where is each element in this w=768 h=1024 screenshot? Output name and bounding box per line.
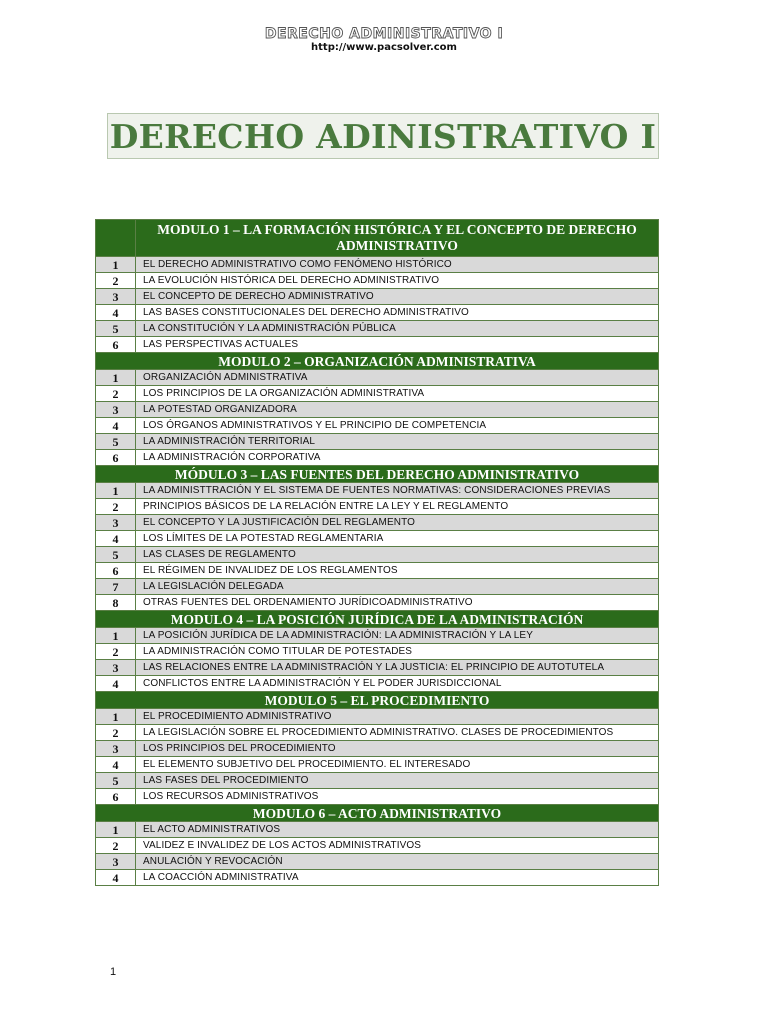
topic-row xyxy=(96,450,659,466)
topic-number: 6 xyxy=(96,789,136,805)
topic-number: 2 xyxy=(96,386,136,402)
topic-title: LA CONSTITUCIÓN Y LA ADMINISTRACIÓN PÚBLICA xyxy=(136,321,659,337)
topic-title: CONFLICTOS ENTRE LA ADMINISTRACIÓN Y EL PODER JURISDICCIONAL xyxy=(136,676,659,692)
contents-table xyxy=(95,219,659,886)
topic-title: LOS PRINCIPIOS DE LA ORGANIZACIÓN ADMINISTRATIVA xyxy=(136,386,659,402)
topic-row xyxy=(96,531,659,547)
topic-row xyxy=(96,741,659,757)
topic-number: 4 xyxy=(96,676,136,692)
topic-number: 1 xyxy=(96,822,136,838)
header-url[interactable]: http://www.pacsolver.com xyxy=(311,42,457,53)
topic-title: EL DERECHO ADMINISTRATIVO COMO FENÓMENO HISTÓRICO xyxy=(136,257,659,273)
module-title: MÓDULO 3 – LAS FUENTES DEL DERECHO ADMINISTRATIVO xyxy=(96,466,659,483)
topic-number: 2 xyxy=(96,838,136,854)
topic-row xyxy=(96,789,659,805)
topic-number: 3 xyxy=(96,515,136,531)
topic-number: 5 xyxy=(96,773,136,789)
topic-row xyxy=(96,402,659,418)
topic-row xyxy=(96,644,659,660)
header-title: DERECHO ADMINISTRATIVO I xyxy=(264,26,504,42)
topic-number: 3 xyxy=(96,289,136,305)
topic-row xyxy=(96,822,659,838)
topic-row xyxy=(96,628,659,644)
topic-row xyxy=(96,257,659,273)
topic-title: LAS RELACIONES ENTRE LA ADMINISTRACIÓN Y LA JUSTICIA: EL PRINCIPIO DE AUTOTUTELA xyxy=(136,660,659,676)
topic-number: 5 xyxy=(96,547,136,563)
topic-row xyxy=(96,321,659,337)
topic-row xyxy=(96,838,659,854)
topic-number: 5 xyxy=(96,434,136,450)
topic-title: EL CONCEPTO Y LA JUSTIFICACIÓN DEL REGLAMENTO xyxy=(136,515,659,531)
topic-number: 3 xyxy=(96,660,136,676)
topic-row xyxy=(96,709,659,725)
topic-row xyxy=(96,386,659,402)
topic-title: LOS LÍMITES DE LA POTESTAD REGLAMENTARIA xyxy=(136,531,659,547)
module-header-row xyxy=(96,353,659,370)
topic-number: 1 xyxy=(96,483,136,499)
module-header-row xyxy=(96,805,659,822)
topic-title: LA ADMINISTRACIÓN COMO TITULAR DE POTESTADES xyxy=(136,644,659,660)
topic-number: 1 xyxy=(96,257,136,273)
topic-title: VALIDEZ E INVALIDEZ DE LOS ACTOS ADMINISTRATIVOS xyxy=(136,838,659,854)
topic-title: LA ADMINISTRACIÓN CORPORATIVA xyxy=(136,450,659,466)
topic-row xyxy=(96,854,659,870)
topic-number: 6 xyxy=(96,563,136,579)
topic-title: LA EVOLUCIÓN HISTÓRICA DEL DERECHO ADMINISTRATIVO xyxy=(136,273,659,289)
document-title-box xyxy=(107,113,659,159)
topic-number: 4 xyxy=(96,531,136,547)
topic-number: 6 xyxy=(96,337,136,353)
module-header-row xyxy=(96,466,659,483)
topic-number: 3 xyxy=(96,402,136,418)
topic-row xyxy=(96,725,659,741)
topic-number: 2 xyxy=(96,644,136,660)
topic-title: ORGANIZACIÓN ADMINISTRATIVA xyxy=(136,370,659,386)
module-title: MODULO 5 – EL PROCEDIMIENTO xyxy=(96,692,659,709)
module-header-blank-cell xyxy=(96,220,136,257)
module-title: MODULO 6 – ACTO ADMINISTRATIVO xyxy=(96,805,659,822)
topic-row xyxy=(96,757,659,773)
topic-number: 2 xyxy=(96,273,136,289)
topic-row xyxy=(96,418,659,434)
topic-number: 3 xyxy=(96,854,136,870)
topic-number: 8 xyxy=(96,595,136,611)
topic-title: LA ADMINISTRACIÓN TERRITORIAL xyxy=(136,434,659,450)
topic-number: 4 xyxy=(96,418,136,434)
page-number: 1 xyxy=(110,966,117,978)
topic-title: ANULACIÓN Y REVOCACIÓN xyxy=(136,854,659,870)
module-title: MODULO 4 – LA POSICIÓN JURÍDICA DE LA ADMINISTRACIÓN xyxy=(96,611,659,628)
document-title: DERECHO ADINISTRATIVO I xyxy=(109,117,657,156)
topic-row xyxy=(96,273,659,289)
topic-title: LA LEGISLACIÓN DELEGADA xyxy=(136,579,659,595)
topic-row xyxy=(96,289,659,305)
topic-title: LAS CLASES DE REGLAMENTO xyxy=(136,547,659,563)
topic-title: LA LEGISLACIÓN SOBRE EL PROCEDIMIENTO ADMINISTRATIVO. CLASES DE PROCEDIMIENTOS xyxy=(136,725,659,741)
topic-row xyxy=(96,676,659,692)
topic-number: 4 xyxy=(96,757,136,773)
topic-title: OTRAS FUENTES DEL ORDENAMIENTO JURÍDICOADMINISTRATIVO xyxy=(136,595,659,611)
topic-number: 7 xyxy=(96,579,136,595)
topic-title: EL ELEMENTO SUBJETIVO DEL PROCEDIMIENTO. EL INTERESADO xyxy=(136,757,659,773)
topic-title: PRINCIPIOS BÁSICOS DE LA RELACIÓN ENTRE LA LEY Y EL REGLAMENTO xyxy=(136,499,659,515)
topic-row xyxy=(96,305,659,321)
topic-row xyxy=(96,337,659,353)
topic-number: 5 xyxy=(96,321,136,337)
topic-title: EL ACTO ADMINISTRATIVOS xyxy=(136,822,659,838)
topic-number: 3 xyxy=(96,741,136,757)
topic-number: 4 xyxy=(96,870,136,886)
topic-number: 1 xyxy=(96,709,136,725)
topic-title: LA COACCIÓN ADMINISTRATIVA xyxy=(136,870,659,886)
topic-title: EL PROCEDIMIENTO ADMINISTRATIVO xyxy=(136,709,659,725)
module-title: MODULO 2 – ORGANIZACIÓN ADMINISTRATIVA xyxy=(96,353,659,370)
topic-title: LAS BASES CONSTITUCIONALES DEL DERECHO ADMINISTRATIVO xyxy=(136,305,659,321)
topic-number: 6 xyxy=(96,450,136,466)
topic-row xyxy=(96,547,659,563)
topic-row xyxy=(96,434,659,450)
module-header-row xyxy=(96,611,659,628)
topic-title: LOS ÓRGANOS ADMINISTRATIVOS Y EL PRINCIPIO DE COMPETENCIA xyxy=(136,418,659,434)
topic-title: LAS FASES DEL PROCEDIMIENTO xyxy=(136,773,659,789)
module-header-row xyxy=(96,220,659,257)
topic-row xyxy=(96,773,659,789)
page-header xyxy=(0,26,768,54)
topic-row xyxy=(96,563,659,579)
topic-title: LA POSICIÓN JURÍDICA DE LA ADMINISTRACIÓN: LA ADMINISTRACIÓN Y LA LEY xyxy=(136,628,659,644)
topic-number: 4 xyxy=(96,305,136,321)
topic-number: 1 xyxy=(96,628,136,644)
module-title: MODULO 1 – LA FORMACIÓN HISTÓRICA Y EL CONCEPTO DE DERECHO ADMINISTRATIVO xyxy=(136,220,659,257)
topic-row xyxy=(96,515,659,531)
topic-title: EL CONCEPTO DE DERECHO ADMINISTRATIVO xyxy=(136,289,659,305)
topic-title: LA POTESTAD ORGANIZADORA xyxy=(136,402,659,418)
topic-title: LOS RECURSOS ADMINISTRATIVOS xyxy=(136,789,659,805)
topic-number: 2 xyxy=(96,725,136,741)
topic-number: 1 xyxy=(96,370,136,386)
topic-row xyxy=(96,870,659,886)
topic-title: LAS PERSPECTIVAS ACTUALES xyxy=(136,337,659,353)
module-header-row xyxy=(96,692,659,709)
topic-row xyxy=(96,499,659,515)
topic-row xyxy=(96,660,659,676)
topic-row xyxy=(96,579,659,595)
topic-title: LOS PRINCIPIOS DEL PROCEDIMIENTO xyxy=(136,741,659,757)
topic-number: 2 xyxy=(96,499,136,515)
topic-row xyxy=(96,370,659,386)
topic-row xyxy=(96,483,659,499)
topic-title: EL RÉGIMEN DE INVALIDEZ DE LOS REGLAMENTOS xyxy=(136,563,659,579)
topic-title: LA ADMINISTTRACIÓN Y EL SISTEMA DE FUENTES NORMATIVAS: CONSIDERACIONES PREVIAS xyxy=(136,483,659,499)
topic-row xyxy=(96,595,659,611)
